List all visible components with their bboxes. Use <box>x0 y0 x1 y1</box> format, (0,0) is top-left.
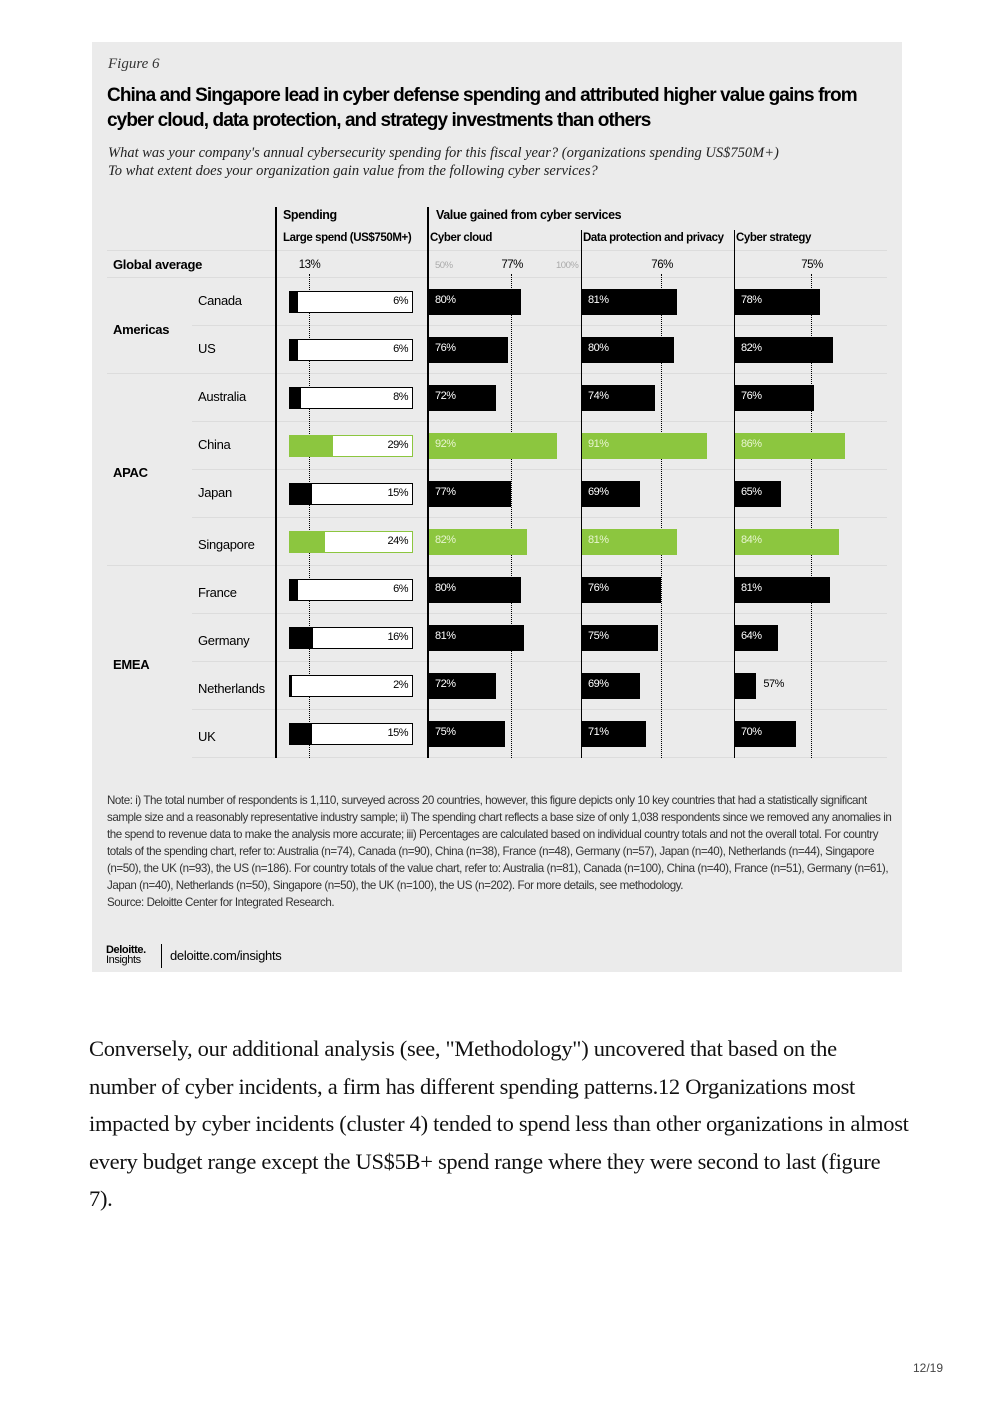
row-line <box>192 421 887 422</box>
spending-value: 2% <box>393 679 408 691</box>
series-header-1: Cyber cloud <box>430 232 493 244</box>
row-line <box>107 565 887 566</box>
row-line <box>192 517 887 518</box>
spending-bar <box>289 339 298 361</box>
value-label-3: 65% <box>741 486 762 498</box>
country-label: China <box>198 437 231 452</box>
value-bar-3 <box>735 673 756 699</box>
axis-tick-50: 50% <box>435 260 453 271</box>
value-label-1: 80% <box>435 582 456 594</box>
spending-bar <box>289 723 312 745</box>
figure-title: China and Singapore lead in cyber defense spending and attributed higher value gains from cyber cloud, data protection, and strategy investments than others <box>107 85 857 131</box>
figure-note <box>107 792 897 911</box>
value-label-1: 75% <box>435 726 456 738</box>
row-line <box>107 250 887 251</box>
spending-value: 6% <box>393 583 408 595</box>
country-label: Netherlands <box>198 681 265 696</box>
value-label-3: 84% <box>741 534 762 546</box>
subtitle-line-2: To what extent does your organization gain value from the following cyber services? <box>108 163 598 179</box>
value-label-1: 72% <box>435 390 456 402</box>
country-label: Singapore <box>198 537 255 552</box>
value-label-3: 70% <box>741 726 762 738</box>
row-line <box>107 277 887 278</box>
value-label-1: 82% <box>435 534 456 546</box>
series-header-0: Large spend (US$750M+) <box>283 232 412 244</box>
spending-bar <box>289 675 292 697</box>
value-label-2: 80% <box>588 342 609 354</box>
axis-tick-100: 100% <box>556 260 579 271</box>
page-number: 12/19 <box>913 1361 944 1375</box>
value-label-3: 82% <box>741 342 762 354</box>
group-label-apac: APAC <box>113 465 148 480</box>
logo-deloitte: Deloitte. <box>106 944 146 956</box>
value-label-1: 76% <box>435 342 456 354</box>
group-label-emea: EMEA <box>113 657 150 672</box>
value-label-2: 81% <box>588 294 609 306</box>
spending-value: 16% <box>387 631 408 643</box>
global-average-line-1 <box>511 274 512 758</box>
body-paragraph: Conversely, our additional analysis (see, "Methodology") uncovered that based on the number of cyber incidents, a firm has different spending patterns.12 Organizations most impacted by cyber incidents (cluster 4) tended to spend less than other organizations in almost every budget range except the US$5B+ spend range where they were second to last (figure 7). <box>89 1036 909 1212</box>
country-label: US <box>198 341 216 356</box>
row-line <box>192 325 887 326</box>
spending-value: 29% <box>387 439 408 451</box>
row-line <box>107 373 887 374</box>
value-label-3: 64% <box>741 630 762 642</box>
spending-bar <box>289 435 333 457</box>
global-average-label: Global average <box>113 257 203 272</box>
spending-bar <box>289 387 301 409</box>
value-label-3: 86% <box>741 438 762 450</box>
spending-value: 24% <box>387 535 408 547</box>
group-label-americas: Americas <box>113 322 170 337</box>
insights-link[interactable]: deloitte.com/insights <box>170 948 282 963</box>
row-line <box>192 661 887 662</box>
global-average-value-2: 76% <box>651 259 673 271</box>
spending-bar <box>289 291 298 313</box>
country-label: UK <box>198 729 216 744</box>
row-line <box>192 757 887 758</box>
series-header-2: Data protection and privacy <box>583 232 724 244</box>
spending-bar <box>289 483 312 505</box>
country-label: Japan <box>198 485 232 500</box>
global-average-value-3: 75% <box>801 259 823 271</box>
spending-value: 8% <box>393 391 408 403</box>
spending-header: Spending <box>283 208 337 222</box>
deloitte-logo <box>106 945 146 965</box>
country-label: Germany <box>198 633 250 648</box>
spending-value: 15% <box>387 487 408 499</box>
value-label-3: 57% <box>763 678 784 690</box>
value-label-2: 74% <box>588 390 609 402</box>
spending-bar <box>289 579 298 601</box>
country-label: Australia <box>198 389 246 404</box>
row-line <box>192 469 887 470</box>
global-average-value-1: 77% <box>501 259 523 271</box>
value-label-3: 78% <box>741 294 762 306</box>
spending-bar <box>289 531 325 553</box>
country-label: Canada <box>198 293 242 308</box>
subtitle-line-1: What was your company's annual cybersecurity spending for this fiscal year? (organizations spending US$750M+) <box>108 145 779 161</box>
value-label-3: 81% <box>741 582 762 594</box>
value-label-1: 81% <box>435 630 456 642</box>
value-label-2: 71% <box>588 726 609 738</box>
value-label-1: 77% <box>435 486 456 498</box>
value-label-2: 75% <box>588 630 609 642</box>
value-label-2: 76% <box>588 582 609 594</box>
value-label-2: 91% <box>588 438 609 450</box>
spending-value: 6% <box>393 295 408 307</box>
value-header: Value gained from cyber services <box>436 208 622 222</box>
logo-divider <box>161 944 162 968</box>
spending-value: 15% <box>387 727 408 739</box>
source-text: Source: Deloitte Center for Integrated Research. <box>107 896 335 909</box>
figure-6 <box>92 42 902 972</box>
note-text: Note: i) The total number of respondents is 1,110, surveyed across 20 countries, however, this figure depicts only 10 key countries that had a statistically significant sample size and a reasonably representative industry sample; ii) The spending chart reflects a base size of only 1,038 respondents since we removed any anomalies in the spend to revenue data to make the analysis more accurate; iii) Percentages are calculated based on individual country totals and not the overall total. For country totals of the spending chart, refer to: Australia (n=74), Canada (n=90), China (n=38), France (n=48), Germany (n=57), Japan (n=40), Netherlands (n=44), Singapore (n=50), the UK (n=93), the US (n=186). For country totals of the value chart, refer to: Australia (n=81), Canada (n=100), China (n=40), France (n=51), Germany (n=61), Japan (n=40), Netherlands (n=50), Singapore (n=50), the UK (n=100), the US (n=202). For more details, see methodology. <box>107 794 892 892</box>
row-line <box>192 709 887 710</box>
logo-insights: Insights <box>106 954 141 966</box>
value-label-2: 69% <box>588 486 609 498</box>
value-label-1: 72% <box>435 678 456 690</box>
value-label-1: 80% <box>435 294 456 306</box>
value-label-3: 76% <box>741 390 762 402</box>
spending-bar <box>289 627 313 649</box>
value-label-2: 69% <box>588 678 609 690</box>
value-label-1: 92% <box>435 438 456 450</box>
spending-value: 6% <box>393 343 408 355</box>
global-average-value-0: 13% <box>298 259 321 271</box>
country-label: France <box>198 585 237 600</box>
divider-spending <box>275 207 277 758</box>
series-header-3: Cyber strategy <box>736 232 811 244</box>
figure-label: Figure 6 <box>108 56 160 72</box>
row-line <box>192 613 887 614</box>
value-label-2: 81% <box>588 534 609 546</box>
